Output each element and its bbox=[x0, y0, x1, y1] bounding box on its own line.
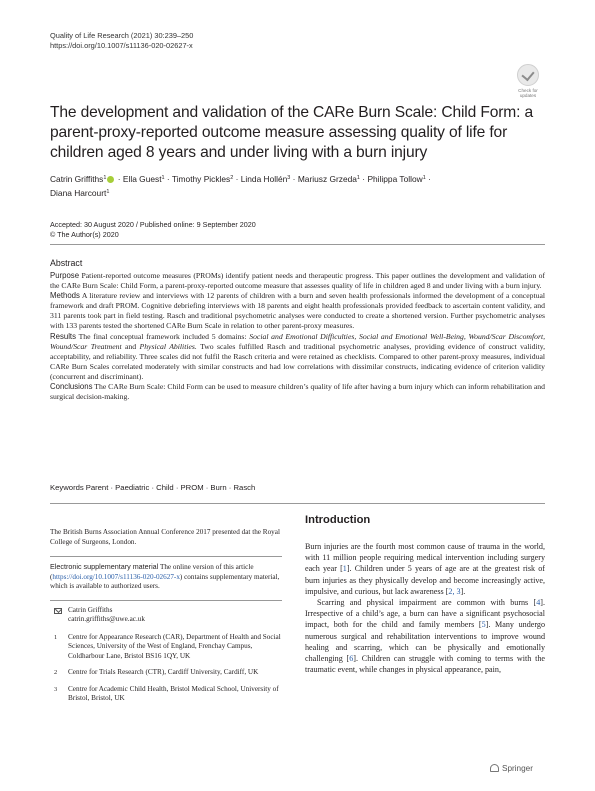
methods-label: Methods bbox=[50, 291, 80, 301]
esm-text: The online version of this article ( bbox=[50, 563, 254, 581]
purpose-label: Purpose bbox=[50, 271, 80, 280]
publication-dates bbox=[50, 220, 256, 239]
author-name[interactable]: Mariusz Grzeda bbox=[297, 174, 357, 184]
intro-paragraph bbox=[305, 541, 545, 597]
check-icon bbox=[517, 64, 539, 86]
abstract-methods bbox=[50, 291, 545, 331]
results-text-continued: Two scales fulfilled Rasch and traditional psychometric analyses, providing evidence of construct validity, acceptability, and reliability. Three scales did not fulfil the Rasch criteria and were retained as checklists. Compared to other parent-proxy measures, individual CARe Burn Scales correlated moderately with similar constructs and had low correlations with dissimilar constructs, indicating evidence of criterion validity (concurrent and discriminant). bbox=[50, 341, 546, 381]
keywords-text: Parent · Paediatric · Child · PROM · Burn · Rasch bbox=[85, 483, 256, 492]
author-name[interactable]: Linda Hollén bbox=[240, 174, 288, 184]
results-label: Results bbox=[50, 331, 76, 341]
orcid-icon[interactable] bbox=[107, 176, 114, 183]
divider bbox=[50, 600, 282, 601]
methods-text: A literature review and interviews with 12 parents of children with a burn and seven health professionals informed the development of a conceptual framework and draft PROM. Cognitive debriefing interviews with 18 parents and eight health professionals provided feedback to ascertain content validity, and 311 parents took part in field testing. Rasch and traditional psychometric analyses were conducted to create a shortened version. Further psychometric analyses with 133 parents tested the shortened CARe Burn Scale in relation to other parent-proxy measures. bbox=[50, 291, 545, 331]
author-affiliation: 1 bbox=[356, 175, 360, 181]
journal-header bbox=[50, 31, 193, 51]
footnote-column bbox=[50, 528, 282, 704]
abstract-heading: Abstract bbox=[50, 258, 83, 268]
author-name[interactable]: Ella Guest bbox=[122, 174, 162, 184]
esm-link[interactable]: https://doi.org/10.1007/s11136-020-02627-x bbox=[52, 572, 180, 581]
divider bbox=[50, 556, 282, 557]
esm-label: Electronic supplementary material bbox=[50, 562, 159, 571]
keywords-line bbox=[50, 483, 255, 493]
affiliation-text: Centre for Appearance Research (CAR), Department of Health and Social Sciences, University of the West of England, Frenchay Campus, Coldharbour Lane, Bristol BS16 1QY, UK bbox=[68, 632, 281, 660]
affiliation-item bbox=[50, 668, 282, 678]
conference-note: The British Burns Association Annual Conference 2017 presented dat the Royal College of Surgeons, London. bbox=[50, 528, 280, 546]
author-list: Catrin Griffiths$^1$ · Ella Guest$^1$ · Timothy Pickles$^2$ · Linda Hollén$^3$ · Mariusz Grzeda$^1$ · Philippa Tollow$^1$ · Diana Harcourt$^1$ bbox=[50, 174, 431, 198]
affiliation-number: 3 bbox=[54, 685, 58, 693]
affiliation-number: 2 bbox=[54, 669, 58, 676]
contact-name: Catrin Griffiths bbox=[68, 605, 113, 614]
author-affiliation: 1 bbox=[161, 175, 165, 181]
keywords-label: Keywords bbox=[50, 483, 84, 492]
affiliation-number: 1 bbox=[54, 633, 58, 641]
springer-horse-icon bbox=[490, 764, 499, 772]
divider bbox=[50, 244, 545, 245]
author-affiliation: 1 bbox=[106, 189, 110, 195]
conclusions-label: Conclusions bbox=[50, 382, 93, 392]
intro-text: Scarring and physical impairment are common with burns [ bbox=[317, 598, 537, 608]
introduction-section bbox=[305, 513, 545, 675]
contact-email[interactable]: catrin.griffiths@uwe.ac.uk bbox=[68, 615, 145, 623]
citation-link[interactable]: 6 bbox=[349, 654, 354, 664]
conclusions-text: The CARe Burn Scale: Child Form can be used to measure children’s quality of life after having a burn injury which can inform rehabilitation and surgical decision-making. bbox=[50, 382, 545, 402]
author-affiliation: 1 bbox=[422, 175, 426, 181]
check-for-updates-label: Check for updates bbox=[518, 88, 538, 98]
intro-text: Burn injuries are the fourth most common cause of trauma in the world, with 11 million people requiring medical intervention including surgery each year [ bbox=[305, 542, 545, 574]
author-affiliation: 2 bbox=[230, 175, 234, 181]
author-name[interactable]: Timothy Pickles bbox=[171, 174, 231, 184]
introduction-heading: Introduction bbox=[305, 514, 371, 526]
publisher-footer bbox=[490, 764, 533, 774]
results-and: and bbox=[125, 341, 137, 351]
abstract-results bbox=[50, 332, 545, 382]
esm-note bbox=[50, 562, 282, 592]
author-name[interactable]: Diana Harcourt bbox=[50, 188, 107, 198]
copyright-line: © The Author(s) 2020 bbox=[50, 229, 119, 239]
affiliation-item bbox=[50, 685, 282, 704]
citation-link[interactable]: 5 bbox=[481, 620, 486, 630]
author-name[interactable]: Catrin Griffiths bbox=[50, 174, 104, 184]
affiliation-text: Centre for Trials Research (CTR), Cardiff University, Cardiff, UK bbox=[68, 668, 259, 676]
citation-link[interactable]: 1 bbox=[342, 564, 347, 574]
abstract-conclusions bbox=[50, 382, 545, 402]
esm-text-end: ) contains supplementary material, which is available to authorized users. bbox=[50, 572, 280, 590]
results-domain-physical: Physical Abilities. bbox=[139, 341, 197, 351]
check-for-updates-badge[interactable] bbox=[512, 64, 544, 100]
publisher-name: Springer bbox=[502, 764, 533, 773]
intro-text: ]. Children can struggle with coming to terms with the traumatic event, while changes in physical appearance, pain, bbox=[305, 654, 545, 675]
contact-block bbox=[50, 606, 282, 625]
citation-link[interactable]: 4 bbox=[536, 598, 541, 608]
author-affiliation: 3 bbox=[287, 175, 291, 181]
affiliation-text: Centre for Academic Child Health, Bristol Medical School, University of Bristol, Bristol, UK bbox=[68, 684, 279, 702]
affiliation-item bbox=[50, 633, 282, 662]
abstract-purpose bbox=[50, 271, 545, 291]
intro-text: ]. Children under 5 years of age are at the greatest risk of burn injuries as they physically develop and become increasingly active, impulsive, and curious, but lack awareness [ bbox=[305, 564, 545, 596]
purpose-text: Patient-reported outcome measures (PROMs) identify patient needs and therapeutic progress. This paper outlines the development and validation of the CARe Burn Scale: Child Form, a parent-proxy-reported outcome measure that assesses quality of life in children aged 8 and under living with a burn injury. bbox=[50, 271, 546, 291]
intro-text: ]. Many undergo numerous surgical and rehabilitation interventions to improve wound healing and scarring, which can be physically and emotionally challenging [ bbox=[305, 620, 546, 664]
author-name[interactable]: Philippa Tollow bbox=[367, 174, 423, 184]
intro-text: ]. Irrespective of a child’s age, a burn can have a significant psychosocial impact, both for the child and family members [ bbox=[305, 598, 545, 630]
divider bbox=[50, 503, 545, 504]
envelope-icon bbox=[54, 608, 62, 614]
intro-text: ]. bbox=[460, 586, 466, 596]
paper-title: The development and validation of the CARe Burn Scale: Child Form: a parent-proxy-reported outcome measure assessing quality of life for children aged 8 years and under living with a burn injury bbox=[50, 104, 533, 161]
results-domains: Social and Emotional Difficulties, Social and Emotional Well-Being, Wound/Scar Discomfort, Wound/Scar Treatment bbox=[50, 331, 545, 351]
journal-citation: Quality of Life Research (2021) 30:239–250 bbox=[50, 31, 194, 40]
results-text: The final conceptual framework included 5 domains: bbox=[78, 331, 247, 341]
accepted-date: Accepted: 30 August 2020 / Published online: 9 September 2020 bbox=[50, 220, 256, 229]
doi-link[interactable]: https://doi.org/10.1007/s11136-020-02627-x bbox=[50, 41, 193, 50]
intro-paragraph bbox=[305, 597, 545, 675]
citation-link[interactable]: 2, 3 bbox=[448, 586, 461, 596]
author-affiliation: 1 bbox=[103, 175, 107, 181]
abstract-section bbox=[50, 258, 545, 402]
